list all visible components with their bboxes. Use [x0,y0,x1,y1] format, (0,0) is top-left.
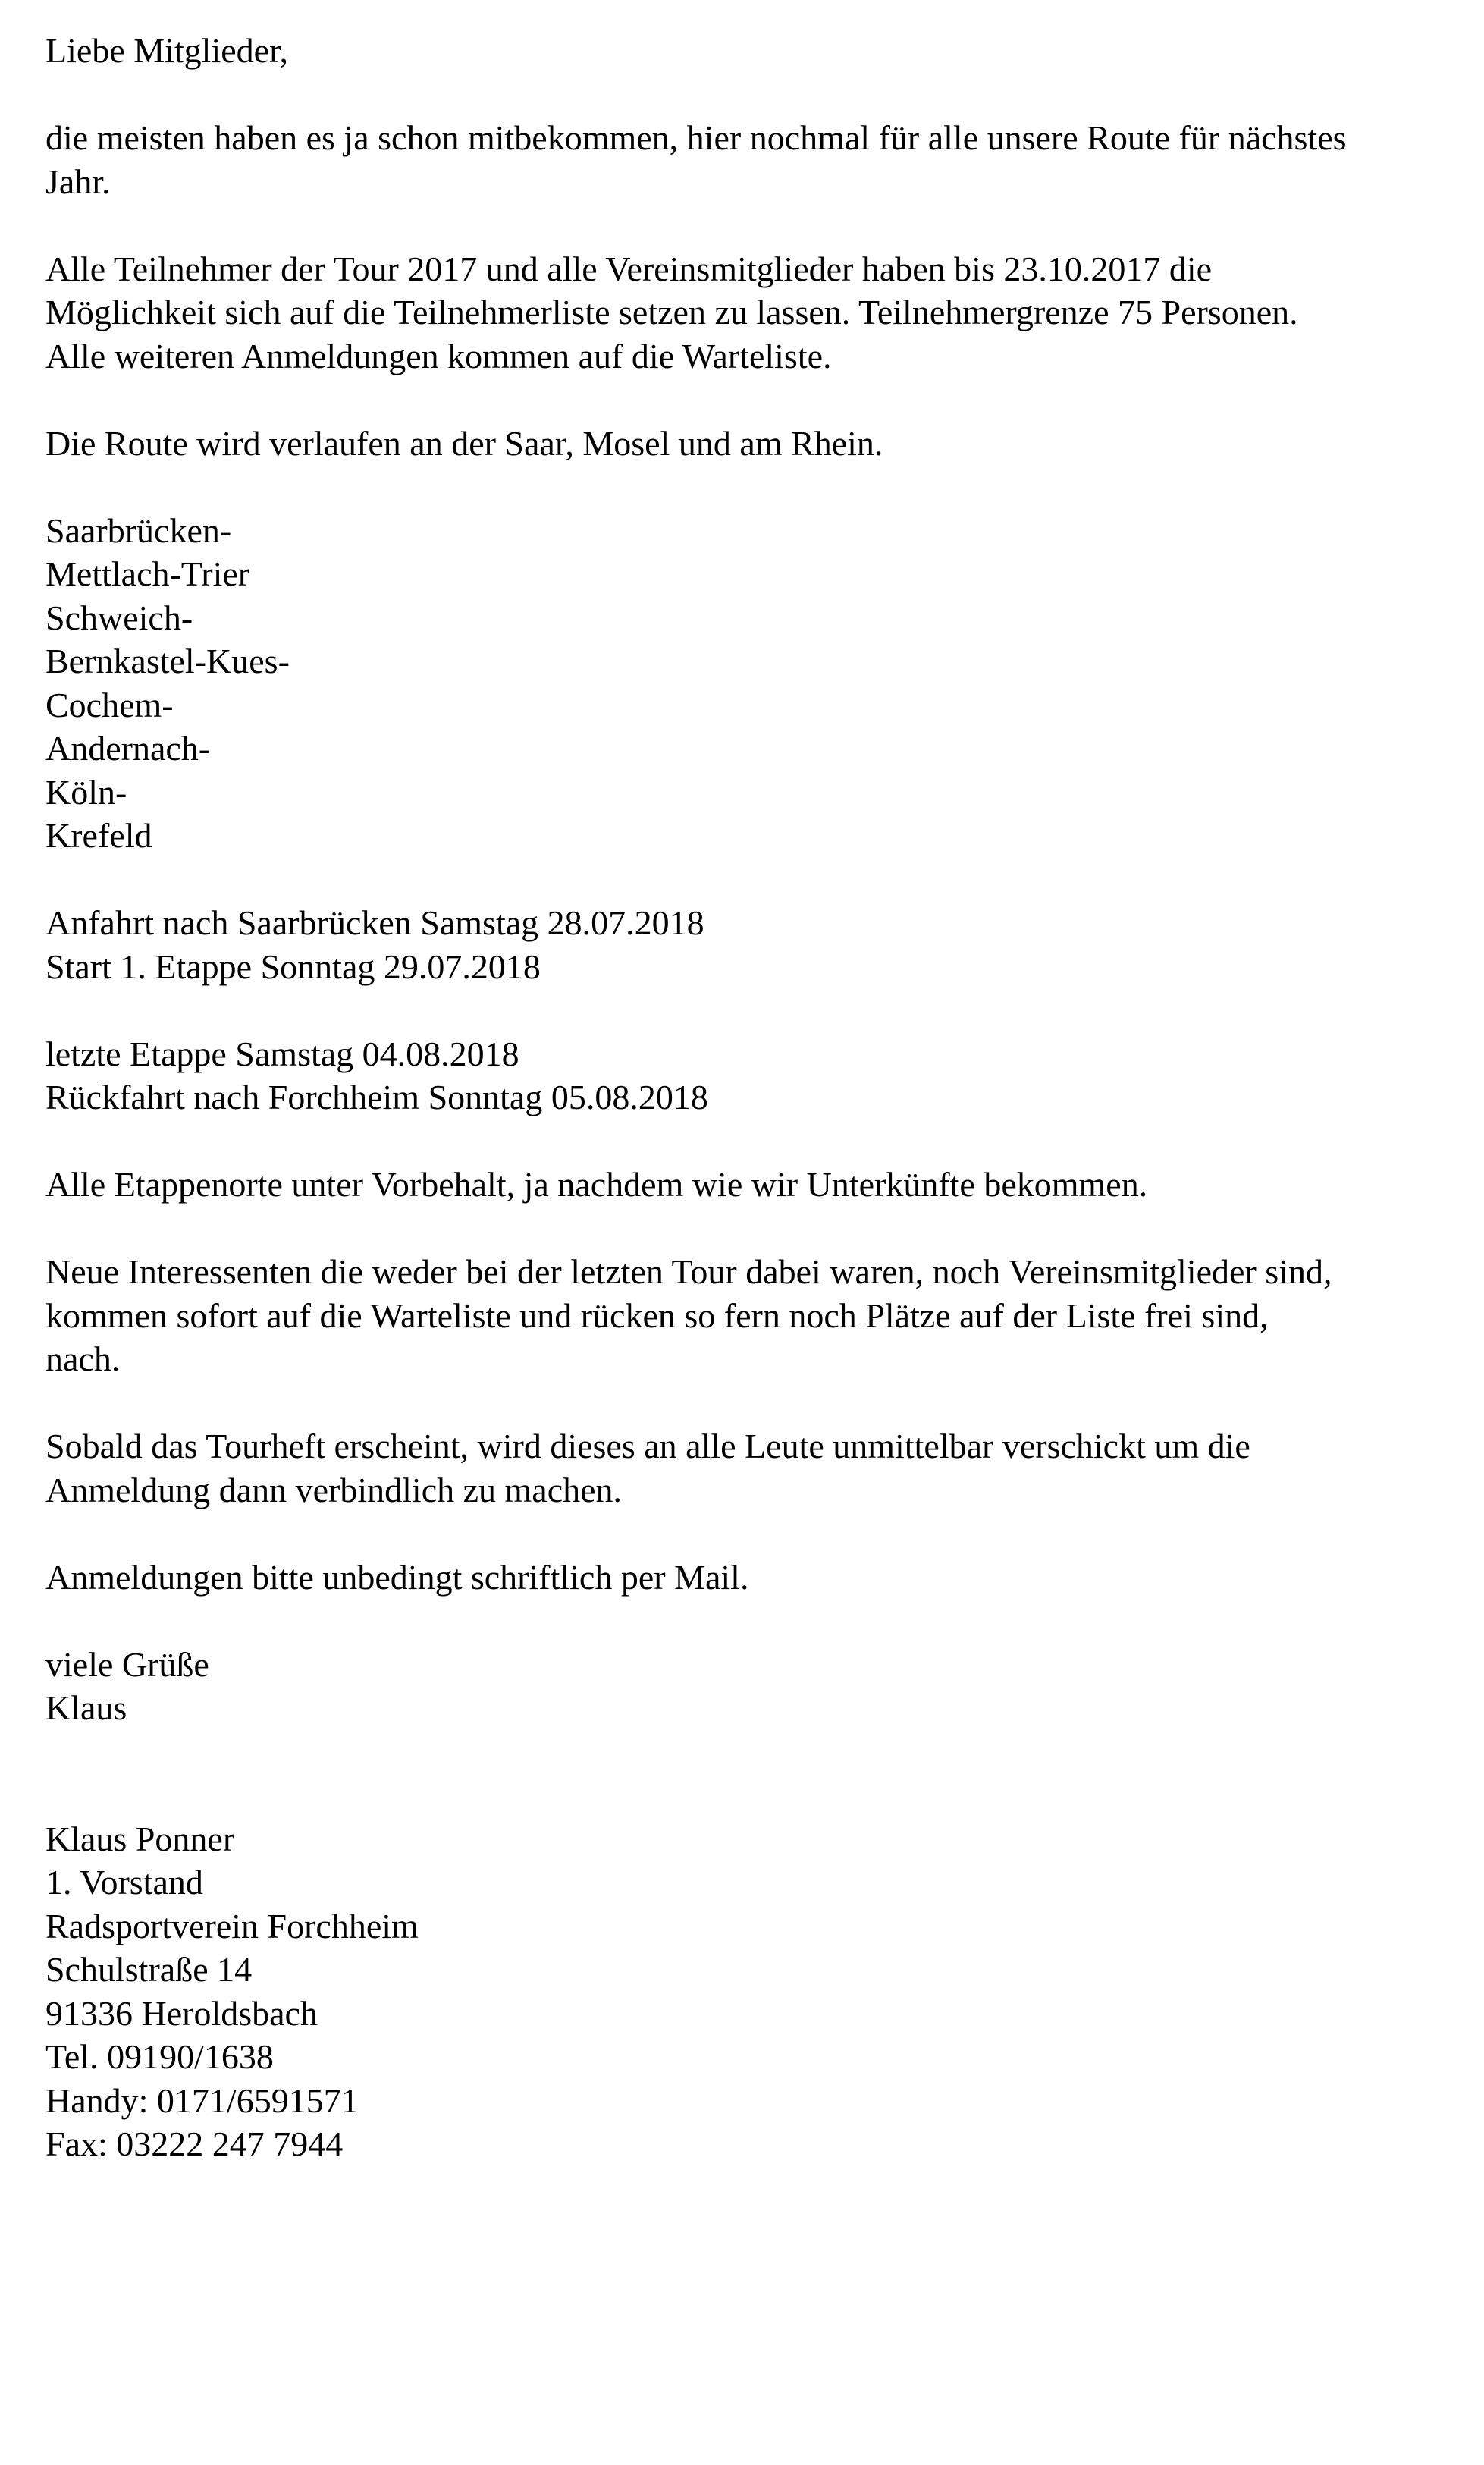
signature-line: Radsportverein Forchheim [45,1906,419,1945]
reservation-paragraph [45,1163,1456,1207]
intro-line: die meisten haben es ja schon mitbekommen, hier nochmal für alle unsere Route für nächstes [45,118,1347,157]
mail-notice-paragraph [45,1556,1456,1600]
tourheft-line: Sobald das Tourheft erscheint, wird dieses an alle Leute unmittelbar verschickt um die [45,1427,1250,1465]
route-stop: Schweich- [45,598,193,637]
reservation-line: Alle Etappenorte unter Vorbehalt, ja nachdem wie wir Unterkünfte bekommen. [45,1165,1148,1204]
schedule-line: Rückfahrt nach Forchheim Sonntag 05.08.2018 [45,1078,708,1116]
route-stop: Köln- [45,772,127,812]
route-stop: Cochem- [45,685,174,724]
new-interested-line: kommen sofort auf die Warteliste und rücken so fern noch Plätze auf der Liste frei sind, [45,1295,1269,1335]
signature-line: Tel. 09190/1638 [45,2037,274,2076]
registration-line: Möglichkeit sich auf die Teilnehmerliste setzen zu lassen. Teilnehmergrenze 75 Personen. [45,293,1298,331]
schedule-start-paragraph [45,901,1456,988]
closing-line: Klaus [45,1688,127,1727]
route-stop: Bernkastel-Kues- [45,642,290,680]
signature-line: Fax: 03222 247 7944 [45,2124,344,2163]
signature-line: 1. Vorstand [45,1863,203,1901]
intro-line: Jahr. [45,162,111,201]
schedule-end-paragraph [45,1032,1456,1119]
registration-line: Alle weiteren Anmeldungen kommen auf die Warteliste. [45,336,832,375]
mail-notice-line: Anmeldungen bitte unbedingt schriftlich per Mail. [45,1557,749,1597]
schedule-line: letzte Etappe Samstag 04.08.2018 [45,1034,519,1073]
signature-line: Schulstraße 14 [45,1950,253,1989]
route-stop: Saarbrücken- [45,510,232,550]
signature-line: Klaus Ponner [45,1819,235,1858]
intro-paragraph [45,116,1456,203]
signature-block [45,1817,1456,2166]
schedule-line: Anfahrt nach Saarbrücken Samstag 28.07.2018 [45,903,704,942]
registration-line: Alle Teilnehmer der Tour 2017 und alle Vereinsmitglieder haben bis 23.10.2017 die [45,249,1213,288]
closing-paragraph [45,1643,1456,1730]
greeting-line: Liebe Mitglieder, [45,31,289,70]
blank-spacer [45,1773,1456,1817]
route-intro-line: Die Route wird verlaufen an der Saar, Mosel und am Rhein. [45,423,883,463]
registration-paragraph [45,247,1456,378]
route-stop: Andernach- [45,729,211,768]
letter-document [45,29,1456,2209]
signature-line: Handy: 0171/6591571 [45,2080,359,2120]
tourheft-line: Anmeldung dann verbindlich zu machen. [45,1470,623,1509]
route-stops-list [45,509,1456,858]
schedule-line: Start 1. Etappe Sonntag 29.07.2018 [45,947,541,986]
greeting [45,29,1456,73]
new-interested-paragraph [45,1250,1456,1381]
route-stop: Mettlach-Trier [45,554,250,593]
new-interested-line: nach. [45,1339,121,1378]
closing-line: viele Grüße [45,1644,209,1684]
tourheft-paragraph [45,1424,1456,1512]
route-stop: Krefeld [45,816,152,855]
signature-line: 91336 Heroldsbach [45,1993,318,2033]
route-intro-paragraph [45,422,1456,466]
new-interested-line: Neue Interessenten die weder bei der letzten Tour dabei waren, noch Vereinsmitglieder sind, [45,1252,1332,1291]
